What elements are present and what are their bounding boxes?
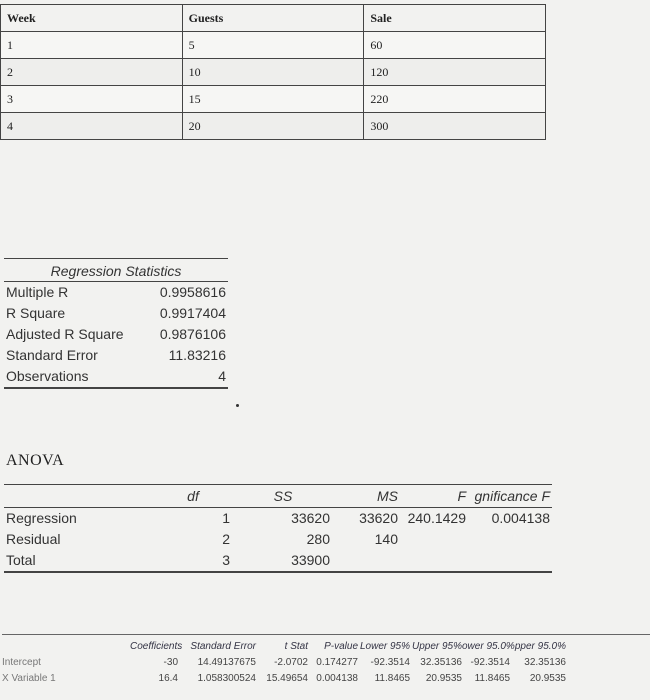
anova-ss: 33620: [291, 510, 330, 526]
coef-value: 16.4: [158, 673, 178, 684]
anova-ms: 140: [374, 531, 398, 547]
anova-df: 3: [222, 552, 230, 568]
coefficients-header-row: [2, 639, 650, 655]
table-row: [1, 113, 546, 140]
anova-header-ms: MS: [377, 488, 398, 504]
anova-f: [404, 550, 472, 571]
anova-header-blank: [4, 485, 156, 507]
table-row: [2, 671, 650, 687]
coef-upper-95-0: 20.9535: [529, 673, 566, 684]
header-sale: Sale: [364, 5, 546, 32]
cell-sale: 220: [364, 86, 546, 113]
stat-label: Standard Error: [6, 347, 98, 363]
stat-row: [4, 282, 228, 303]
stat-label: R Square: [6, 305, 66, 321]
coef-standard-error: 14.49137675: [197, 657, 256, 668]
stat-value: 0.9876106: [159, 326, 226, 342]
table-row: [2, 655, 650, 671]
coef-upper-95: 20.9535: [425, 673, 462, 684]
coef-header-upper-95: Upper 95%: [411, 641, 462, 652]
stat-value: 11.83216: [168, 347, 226, 363]
stat-label: Adjusted R Square: [6, 326, 124, 342]
anova-source: Residual: [6, 531, 61, 547]
anova-significance: [472, 550, 552, 571]
coef-header-lower-95: Lower 95%: [359, 641, 410, 652]
coef-p-value: 0.004138: [316, 673, 358, 684]
coef-header-lower-95-0: ower 95.0%: [462, 641, 515, 652]
cell-guests: 15: [182, 86, 364, 113]
cell-week: 2: [1, 59, 183, 86]
anova-df: 2: [222, 531, 230, 547]
cell-sale: 120: [364, 59, 546, 86]
stat-value: 0.9958616: [159, 284, 226, 300]
table-row: [4, 529, 552, 550]
stat-row: [4, 345, 228, 366]
table-row: [4, 508, 552, 529]
coef-header-coefficients: Coefficients: [130, 641, 183, 652]
cell-sale: 300: [364, 113, 546, 140]
coef-lower-95-0: 11.8465: [474, 673, 510, 684]
cell-week: 1: [1, 32, 183, 59]
coef-header-t-stat: t Stat: [284, 641, 308, 652]
anova-header-ss: SS: [273, 488, 293, 504]
regression-statistics-title: Regression Statistics: [4, 258, 228, 282]
table-row: [1, 32, 546, 59]
anova-df: 1: [222, 510, 230, 526]
anova-ms: 33620: [359, 510, 398, 526]
cell-guests: 5: [182, 32, 364, 59]
coef-value: -30: [163, 657, 178, 668]
regression-statistics: [4, 258, 228, 389]
coef-term: X Variable 1: [2, 673, 56, 684]
anova-source: Regression: [6, 510, 77, 526]
stat-row: [4, 303, 228, 324]
anova-table: [4, 484, 552, 573]
stat-row: [4, 324, 228, 345]
table-row: [4, 550, 552, 571]
anova-ss: 280: [306, 531, 330, 547]
stat-value: 4: [218, 368, 226, 384]
coef-lower-95-0: -92.3514: [470, 657, 510, 668]
header-week: Week: [1, 5, 183, 32]
stray-mark: [236, 404, 239, 407]
anova-header-f: F: [457, 488, 466, 504]
table-row: [1, 86, 546, 113]
coef-lower-95: 11.8465: [374, 673, 410, 684]
coef-t-stat: -2.0702: [274, 657, 308, 668]
anova-ss: 33900: [291, 552, 330, 568]
coefficients-table: [2, 634, 650, 687]
coef-header-upper-95-0: pper 95.0%: [514, 641, 566, 652]
anova-f: [404, 529, 472, 550]
anova-header-row: [4, 484, 552, 508]
anova-heading: ANOVA: [6, 452, 65, 469]
coef-p-value: 0.174277: [316, 657, 358, 668]
table-row: [1, 59, 546, 86]
coef-header-p-value: P-value: [324, 641, 358, 652]
cell-sale: 60: [364, 32, 546, 59]
coef-term: Intercept: [2, 657, 41, 668]
coef-header-standard-error: Standard Error: [190, 641, 256, 652]
cell-guests: 20: [182, 113, 364, 140]
cell-week: 3: [1, 86, 183, 113]
anova-significance: [472, 529, 552, 550]
cell-week: 4: [1, 113, 183, 140]
stat-label: Multiple R: [6, 284, 69, 300]
coef-t-stat: 15.49654: [266, 673, 308, 684]
anova-header-df: df: [187, 488, 199, 504]
coef-header-blank: [2, 639, 130, 655]
coef-standard-error: 1.058300524: [197, 673, 256, 684]
header-guests: Guests: [182, 5, 364, 32]
anova-significance: 0.004138: [491, 510, 550, 526]
data-table-header-row: [1, 5, 546, 32]
anova-f: 240.1429: [407, 510, 466, 526]
anova-source: Total: [6, 552, 36, 568]
anova-header-significance: gnificance F: [474, 488, 550, 504]
coef-upper-95-0: 32.35136: [524, 657, 566, 668]
anova-ms: [336, 550, 404, 571]
coef-upper-95: 32.35136: [420, 657, 462, 668]
stat-value: 0.9917404: [159, 305, 226, 321]
coef-lower-95: -92.3514: [370, 657, 410, 668]
cell-guests: 10: [182, 59, 364, 86]
stat-row: [4, 366, 228, 387]
data-table: [0, 4, 546, 140]
stat-label: Observations: [6, 368, 89, 384]
